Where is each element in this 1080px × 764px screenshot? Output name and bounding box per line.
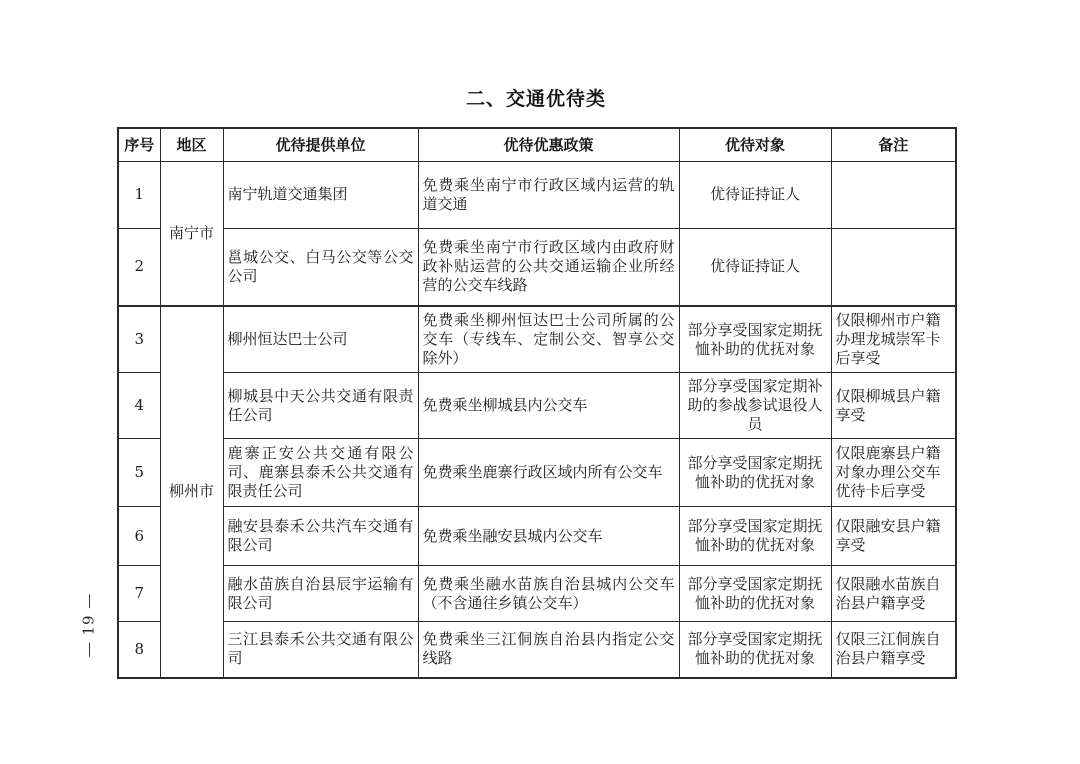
header-seq: 序号 bbox=[118, 128, 160, 161]
cell-policy: 免费乘坐三江侗族自治县内指定公交线路 bbox=[418, 622, 679, 678]
cell-policy: 免费乘坐南宁市行政区域内由政府财政补贴运营的公共交通运输企业所经营的公交车线路 bbox=[418, 228, 679, 306]
cell-remark: 仅限鹿寨县户籍对象办理公交车优待卡后享受 bbox=[831, 439, 956, 507]
cell-policy: 免费乘坐南宁市行政区域内运营的轨道交通 bbox=[418, 161, 679, 228]
cell-policy: 免费乘坐柳州恒达巴士公司所属的公交车（专线车、定制公交、智享公交除外） bbox=[418, 306, 679, 373]
cell-remark bbox=[831, 228, 956, 306]
table-row bbox=[118, 622, 956, 678]
cell-unit: 三江县泰禾公共交通有限公司 bbox=[223, 622, 418, 678]
cell-seq: 7 bbox=[118, 566, 160, 622]
cell-unit: 邕城公交、白马公交等公交公司 bbox=[223, 228, 418, 306]
header-policy: 优待优惠政策 bbox=[418, 128, 679, 161]
cell-seq: 8 bbox=[118, 622, 160, 678]
cell-policy: 免费乘坐鹿寨行政区域内所有公交车 bbox=[418, 439, 679, 507]
cell-target: 部分享受国家定期补助的参战参试退役人员 bbox=[679, 373, 831, 439]
cell-remark: 仅限融安县户籍享受 bbox=[831, 507, 956, 566]
cell-region-liuzhou: 柳州市 bbox=[160, 306, 223, 678]
header-remark: 备注 bbox=[831, 128, 956, 161]
page-number-label: — 19 — bbox=[79, 592, 97, 658]
cell-target: 部分享受国家定期抚恤补助的优抚对象 bbox=[679, 622, 831, 678]
cell-target: 部分享受国家定期抚恤补助的优抚对象 bbox=[679, 306, 831, 373]
cell-seq: 4 bbox=[118, 373, 160, 439]
header-region: 地区 bbox=[160, 128, 223, 161]
table-row bbox=[118, 373, 956, 439]
table-row bbox=[118, 228, 956, 306]
cell-seq: 6 bbox=[118, 507, 160, 566]
cell-target: 优待证持证人 bbox=[679, 228, 831, 306]
cell-target: 优待证持证人 bbox=[679, 161, 831, 228]
cell-unit: 融水苗族自治县辰宇运输有限公司 bbox=[223, 566, 418, 622]
cell-unit: 融安县泰禾公共汽车交通有限公司 bbox=[223, 507, 418, 566]
table-row bbox=[118, 439, 956, 507]
benefits-table bbox=[117, 127, 957, 679]
cell-unit: 南宁轨道交通集团 bbox=[223, 161, 418, 228]
cell-unit: 柳州恒达巴士公司 bbox=[223, 306, 418, 373]
cell-target: 部分享受国家定期抚恤补助的优抚对象 bbox=[679, 566, 831, 622]
cell-remark: 仅限三江侗族自治县户籍享受 bbox=[831, 622, 956, 678]
cell-policy: 免费乘坐柳城县内公交车 bbox=[418, 373, 679, 439]
page-number bbox=[48, 585, 128, 665]
cell-target: 部分享受国家定期抚恤补助的优抚对象 bbox=[679, 439, 831, 507]
cell-seq: 1 bbox=[118, 161, 160, 228]
table-row bbox=[118, 507, 956, 566]
cell-seq: 3 bbox=[118, 306, 160, 373]
header-target: 优待对象 bbox=[679, 128, 831, 161]
cell-region-nanning: 南宁市 bbox=[160, 161, 223, 306]
cell-remark: 仅限柳州市户籍办理龙城崇军卡后享受 bbox=[831, 306, 956, 373]
cell-remark: 仅限融水苗族自治县户籍享受 bbox=[831, 566, 956, 622]
header-row bbox=[118, 128, 956, 161]
cell-unit: 柳城县中天公共交通有限责任公司 bbox=[223, 373, 418, 439]
cell-seq: 2 bbox=[118, 228, 160, 306]
table-row bbox=[118, 566, 956, 622]
header-unit: 优待提供单位 bbox=[223, 128, 418, 161]
cell-policy: 免费乘坐融水苗族自治县城内公交车（不含通往乡镇公交车） bbox=[418, 566, 679, 622]
cell-target: 部分享受国家定期抚恤补助的优抚对象 bbox=[679, 507, 831, 566]
cell-policy: 免费乘坐融安县城内公交车 bbox=[418, 507, 679, 566]
cell-seq: 5 bbox=[118, 439, 160, 507]
section-title: 二、交通优待类 bbox=[465, 88, 606, 110]
cell-remark: 仅限柳城县户籍享受 bbox=[831, 373, 956, 439]
cell-unit: 鹿寨正安公共交通有限公司、鹿寨县泰禾公共交通有限责任公司 bbox=[223, 439, 418, 507]
table-row bbox=[118, 161, 956, 228]
cell-remark bbox=[831, 161, 956, 228]
table-row bbox=[118, 306, 956, 373]
